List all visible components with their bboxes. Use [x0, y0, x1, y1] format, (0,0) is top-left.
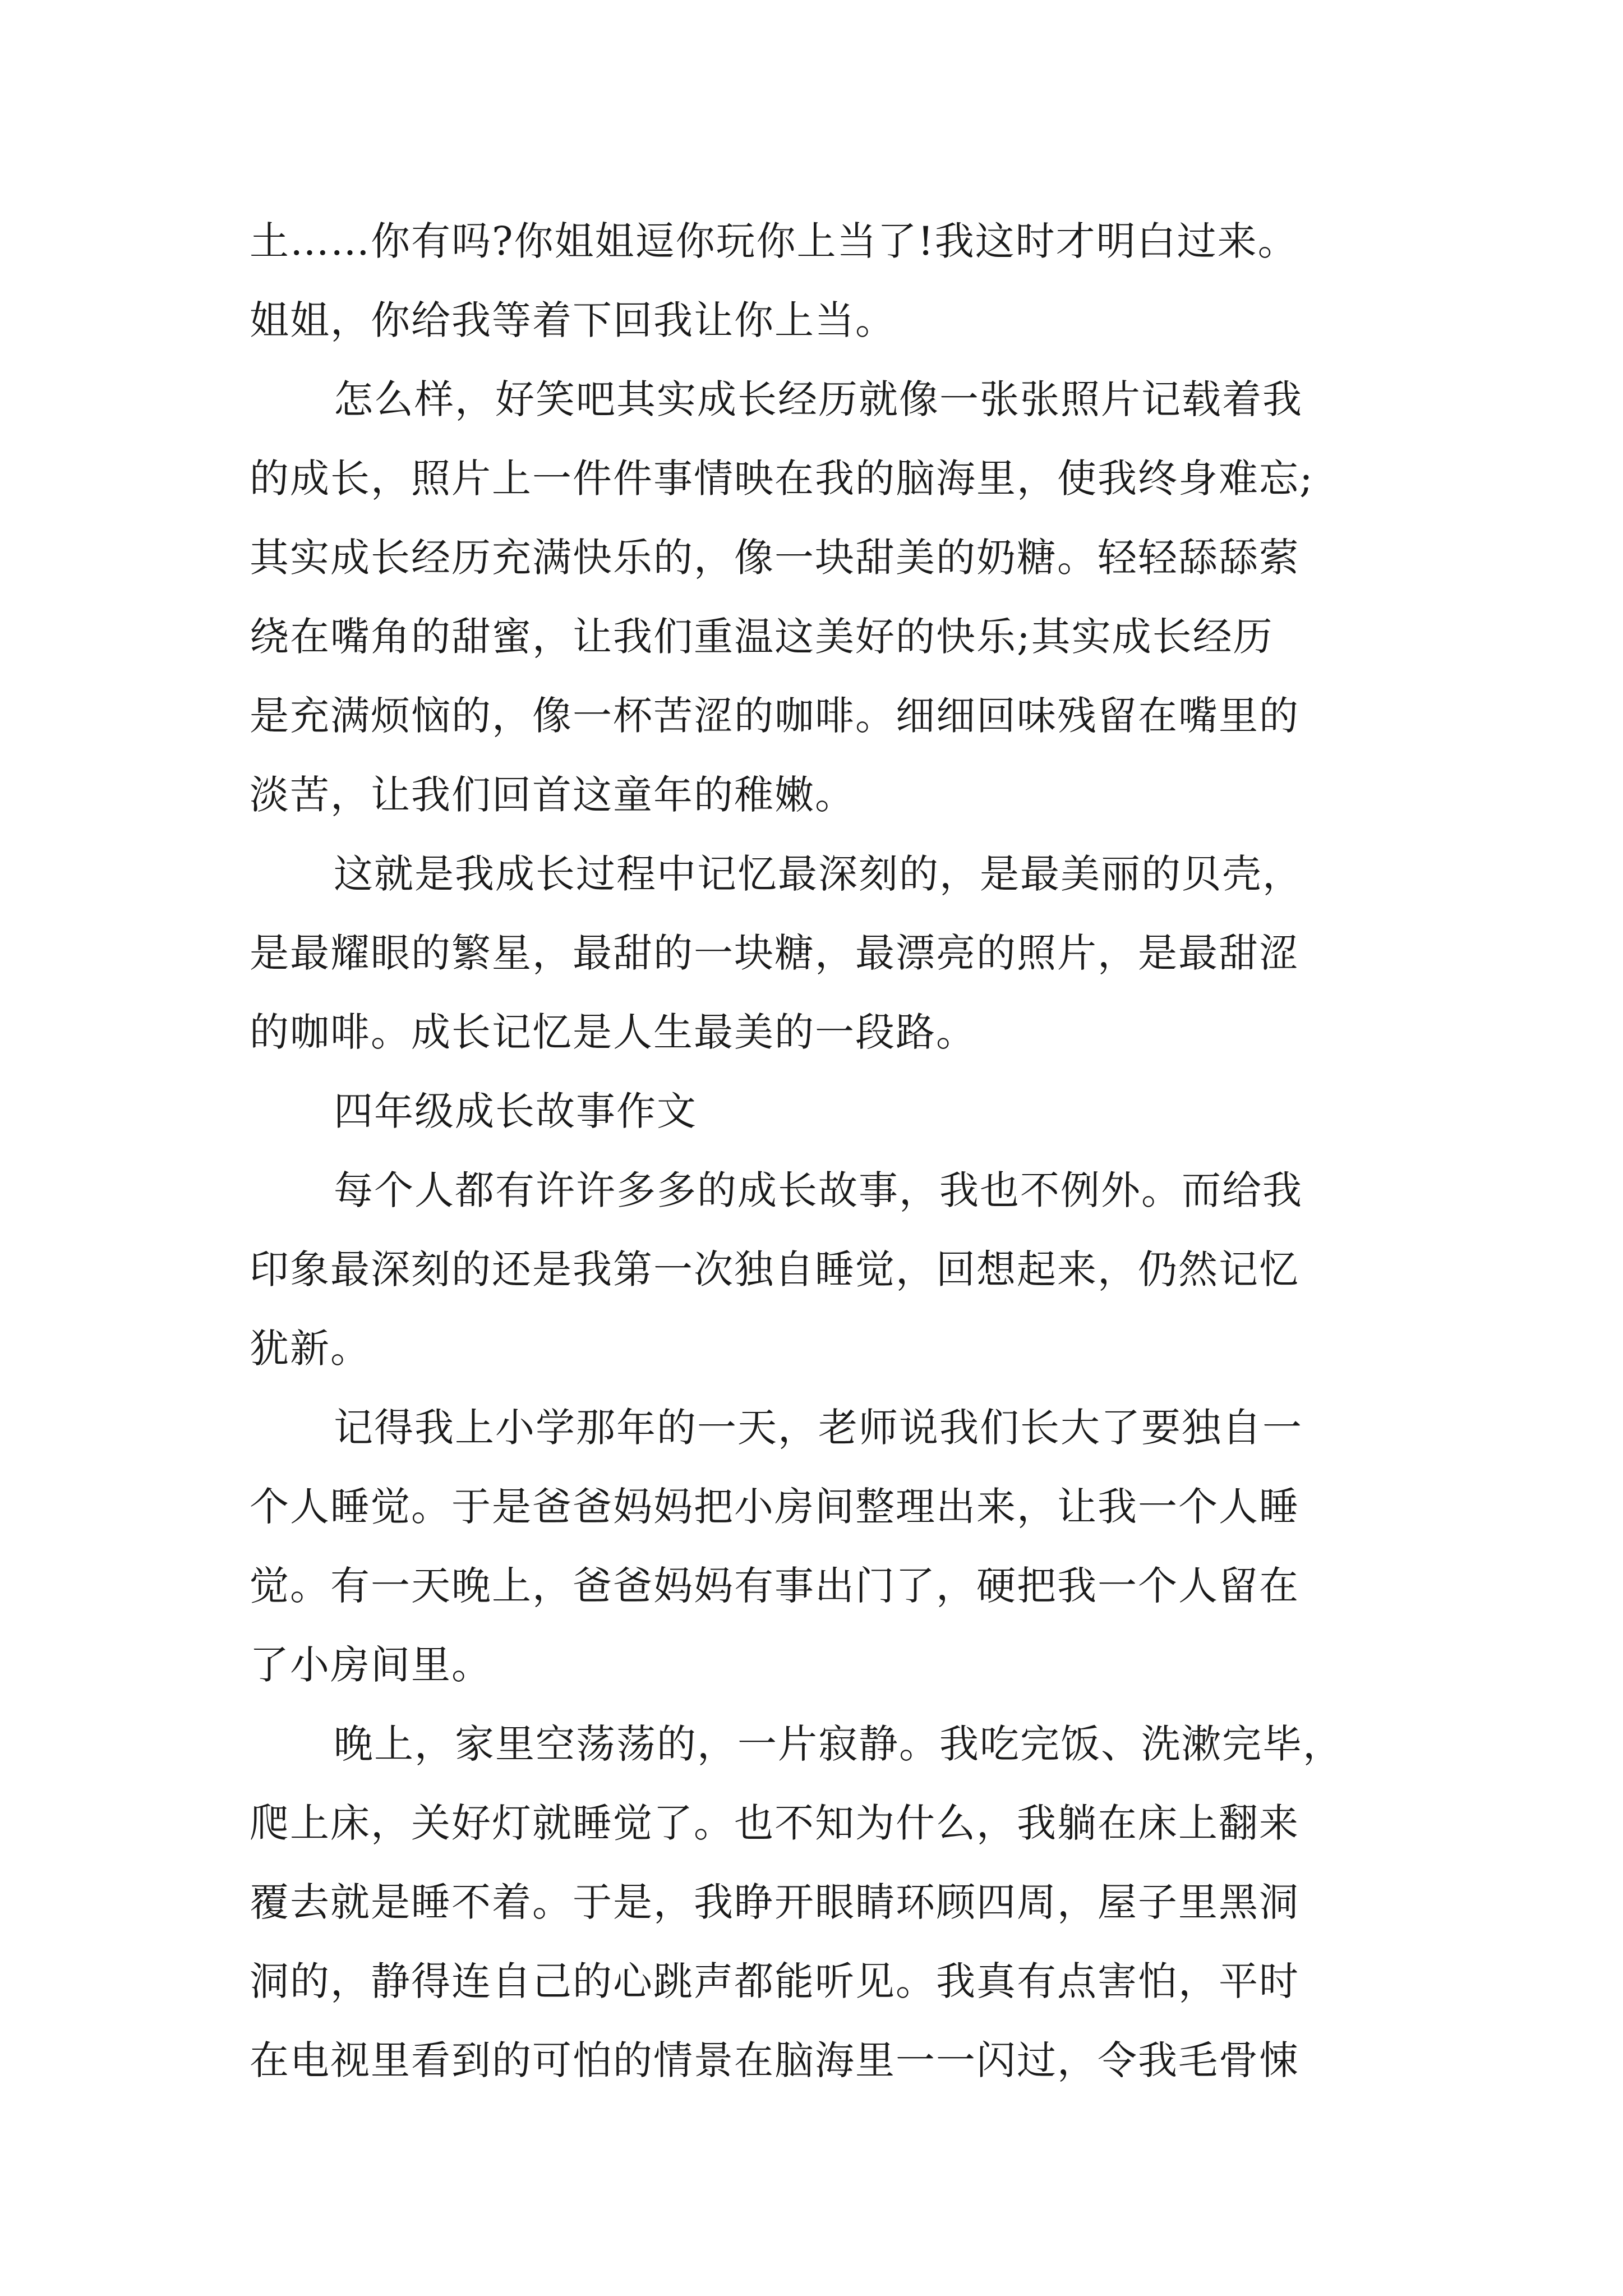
text-line: 覆去就是睡不着。于是，我睁开眼睛环顾四周，屋子里黑洞 — [250, 1879, 1299, 1925]
text-line: 个人睡觉。于是爸爸妈妈把小房间整理出来，让我一个人睡 — [250, 1484, 1299, 1530]
paragraph-start-line: 晚上，家里空荡荡的，一片寂静。我吃完饭、洗漱完毕， — [334, 1721, 1343, 1767]
text-line: 洞的，静得连自己的心跳声都能听见。我真有点害怕，平时 — [250, 1958, 1299, 2004]
text-line: 姐姐，你给我等着下回我让你上当。 — [250, 297, 896, 343]
text-line: 其实成长经历充满快乐的，像一块甜美的奶糖。轻轻舔舔萦 — [250, 535, 1299, 581]
text-line: 觉。有一天晚上，爸爸妈妈有事出门了，硬把我一个人留在 — [250, 1563, 1299, 1609]
text-line: 淡苦，让我们回首这童年的稚嫩。 — [250, 772, 855, 818]
text-line: 爬上床，关好灯就睡觉了。也不知为什么，我躺在床上翻来 — [250, 1800, 1299, 1846]
document-page — [250, 215, 1388, 2113]
text-line: 是充满烦恼的，像一杯苦涩的咖啡。细细回味残留在嘴里的 — [250, 693, 1299, 739]
text-line: 在电视里看到的可怕的情景在脑海里一一闪过，令我毛骨悚 — [250, 2037, 1299, 2083]
text-line: 绕在嘴角的甜蜜，让我们重温这美好的快乐;其实成长经历 — [250, 614, 1274, 660]
paragraph-start-line: 这就是我成长过程中记忆最深刻的，是最美丽的贝壳， — [334, 851, 1303, 897]
text-line: 的咖啡。成长记忆是人生最美的一段路。 — [250, 1009, 976, 1055]
text-line: 了小房间里。 — [250, 1642, 492, 1688]
section-title: 四年级成长故事作文 — [334, 1088, 697, 1134]
text-line: 土……你有吗?你姐姐逗你玩你上当了!我这时才明白过来。 — [250, 218, 1298, 264]
text-line: 犹新。 — [250, 1326, 371, 1372]
text-line: 的成长，照片上一件件事情映在我的脑海里，使我终身难忘; — [250, 455, 1314, 501]
paragraph-start-line: 怎么样，好笑吧其实成长经历就像一张张照片记载着我 — [334, 376, 1303, 422]
paragraph-start-line: 每个人都有许许多多的成长故事，我也不例外。而给我 — [334, 1167, 1303, 1213]
text-line: 是最耀眼的繁星，最甜的一块糖，最漂亮的照片，是最甜涩 — [250, 930, 1299, 976]
text-line: 印象最深刻的还是我第一次独自睡觉，回想起来，仍然记忆 — [250, 1246, 1299, 1292]
paragraph-start-line: 记得我上小学那年的一天，老师说我们长大了要独自一 — [334, 1405, 1303, 1451]
